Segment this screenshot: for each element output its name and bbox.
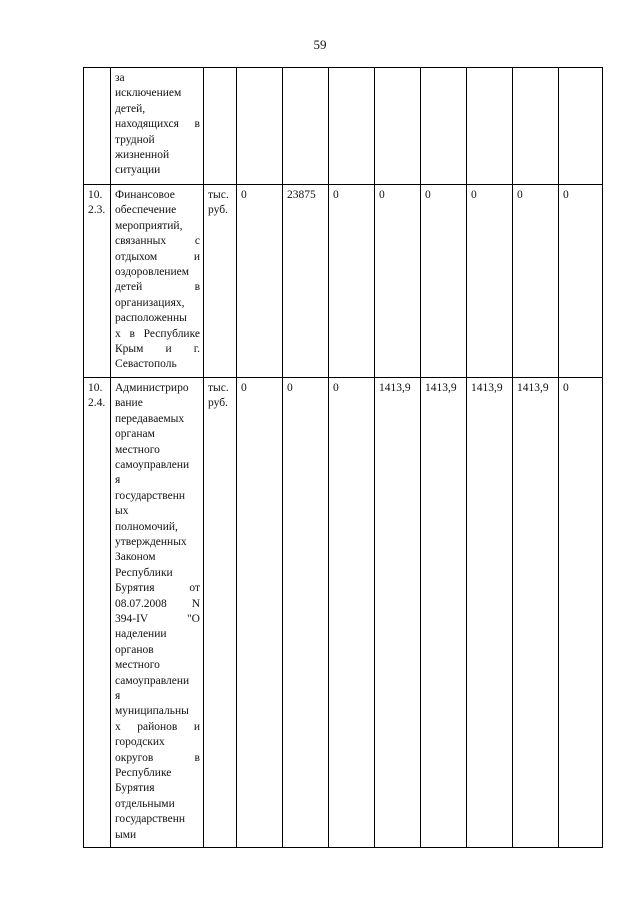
- value-cell: 0: [467, 185, 513, 378]
- row-number-line: 2.3.: [88, 204, 106, 217]
- row-unit-line: тыс.: [208, 189, 229, 201]
- row-name-line: государственн: [115, 489, 186, 502]
- row-name-line: ых: [115, 505, 129, 518]
- row-name-line: муниципальны: [115, 705, 189, 718]
- row-name-line: оздоровлением: [115, 266, 189, 279]
- value-cell: [421, 68, 467, 185]
- row-name-line: Бурятия: [115, 782, 155, 795]
- value-cell: [329, 68, 375, 185]
- row-name-line: органов: [115, 643, 154, 656]
- row-number-line: 10.: [88, 189, 103, 201]
- row-name-line: х в Республике: [115, 327, 200, 340]
- row-unit-line: руб.: [208, 204, 228, 217]
- row-name-line: самоуправлени: [115, 674, 190, 687]
- row-name-line: ситуации: [115, 164, 161, 177]
- row-name-line: отдыхом и: [115, 250, 200, 263]
- row-name-line: детей,: [115, 102, 146, 115]
- row-name-line: находящихся в: [115, 118, 200, 131]
- row-number-cell: [84, 377, 111, 847]
- value-cell: [375, 68, 421, 185]
- budget-table: [83, 67, 603, 848]
- row-name-line: х районов и: [115, 720, 200, 733]
- row-name-line: вание: [115, 397, 143, 410]
- value-cell: 0: [329, 377, 375, 847]
- table-row: [84, 377, 603, 847]
- row-unit-cell: [204, 68, 237, 185]
- value-cell: [283, 68, 329, 185]
- value-cell: 1413,9: [467, 377, 513, 847]
- value-cell: 23875: [283, 185, 329, 378]
- value-cell: [559, 68, 603, 185]
- row-name-line: наделении: [115, 628, 167, 641]
- row-name-line: Бурятия от: [115, 582, 200, 595]
- value-cell: 0: [283, 377, 329, 847]
- row-name-line: Севастополь: [115, 358, 177, 371]
- row-name-line: я: [115, 690, 121, 702]
- row-unit-cell: [204, 377, 237, 847]
- value-cell: 0: [237, 377, 283, 847]
- row-name-line: расположенны: [115, 312, 187, 325]
- value-cell: 0: [375, 185, 421, 378]
- row-name-line: 08.07.2008 N: [115, 597, 200, 610]
- row-number-line: 10.: [88, 381, 103, 394]
- row-name-line: округов в: [115, 751, 200, 764]
- row-unit-cell: [204, 185, 237, 378]
- row-name-line: Законом: [115, 551, 156, 564]
- table-row: [84, 185, 603, 378]
- row-name-line: за: [115, 72, 125, 84]
- row-name-cell: [111, 68, 204, 185]
- row-name-cell: [111, 377, 204, 847]
- row-number-line: 2.4.: [88, 397, 106, 410]
- row-name-line: Финансовое: [115, 189, 175, 201]
- row-name-line: полномочий,: [115, 520, 178, 533]
- row-name-line: Республике: [115, 767, 172, 780]
- value-cell: [237, 68, 283, 185]
- row-name-line: Администриро: [115, 381, 189, 394]
- row-unit-line: тыс.: [208, 381, 229, 394]
- value-cell: 0: [559, 185, 603, 378]
- row-name-line: трудной: [115, 133, 155, 146]
- row-name-line: местного: [115, 659, 160, 672]
- row-name-line: ыми: [115, 828, 137, 841]
- row-name-line: Крым и г.: [115, 343, 200, 356]
- row-name-line: я: [115, 474, 121, 487]
- row-name-line: организациях,: [115, 296, 185, 309]
- value-cell: [467, 68, 513, 185]
- table-row: [84, 68, 603, 185]
- row-unit-line: руб.: [208, 397, 228, 410]
- row-name-line: 394-IV "О: [115, 612, 200, 625]
- value-cell: 0: [329, 185, 375, 378]
- row-name-line: самоуправлени: [115, 458, 190, 471]
- row-name-line: государственн: [115, 813, 186, 826]
- row-name-line: детей в: [115, 281, 200, 294]
- row-name-line: органам: [115, 428, 155, 441]
- value-cell: 1413,9: [421, 377, 467, 847]
- row-name-line: отдельными: [115, 797, 175, 810]
- row-name-line: передаваемых: [115, 412, 185, 425]
- value-cell: 1413,9: [513, 377, 559, 847]
- row-name-cell: [111, 185, 204, 378]
- row-name-line: утвержденных: [115, 535, 187, 548]
- row-name-line: городских: [115, 736, 165, 749]
- page-number: 59: [313, 37, 327, 52]
- value-cell: 0: [237, 185, 283, 378]
- row-number-cell: [84, 185, 111, 378]
- value-cell: 0: [421, 185, 467, 378]
- value-cell: 1413,9: [375, 377, 421, 847]
- row-name-line: жизненной: [115, 149, 170, 162]
- row-name-line: Республики: [115, 566, 173, 579]
- row-number-cell: [84, 68, 111, 185]
- value-cell: [513, 68, 559, 185]
- value-cell: 0: [513, 185, 559, 378]
- value-cell: 0: [559, 377, 603, 847]
- row-name-line: исключением: [115, 87, 182, 100]
- row-name-line: обеспечение: [115, 204, 177, 217]
- row-name-line: мероприятий,: [115, 219, 183, 232]
- row-name-line: связанных с: [115, 235, 200, 248]
- row-name-line: местного: [115, 443, 160, 456]
